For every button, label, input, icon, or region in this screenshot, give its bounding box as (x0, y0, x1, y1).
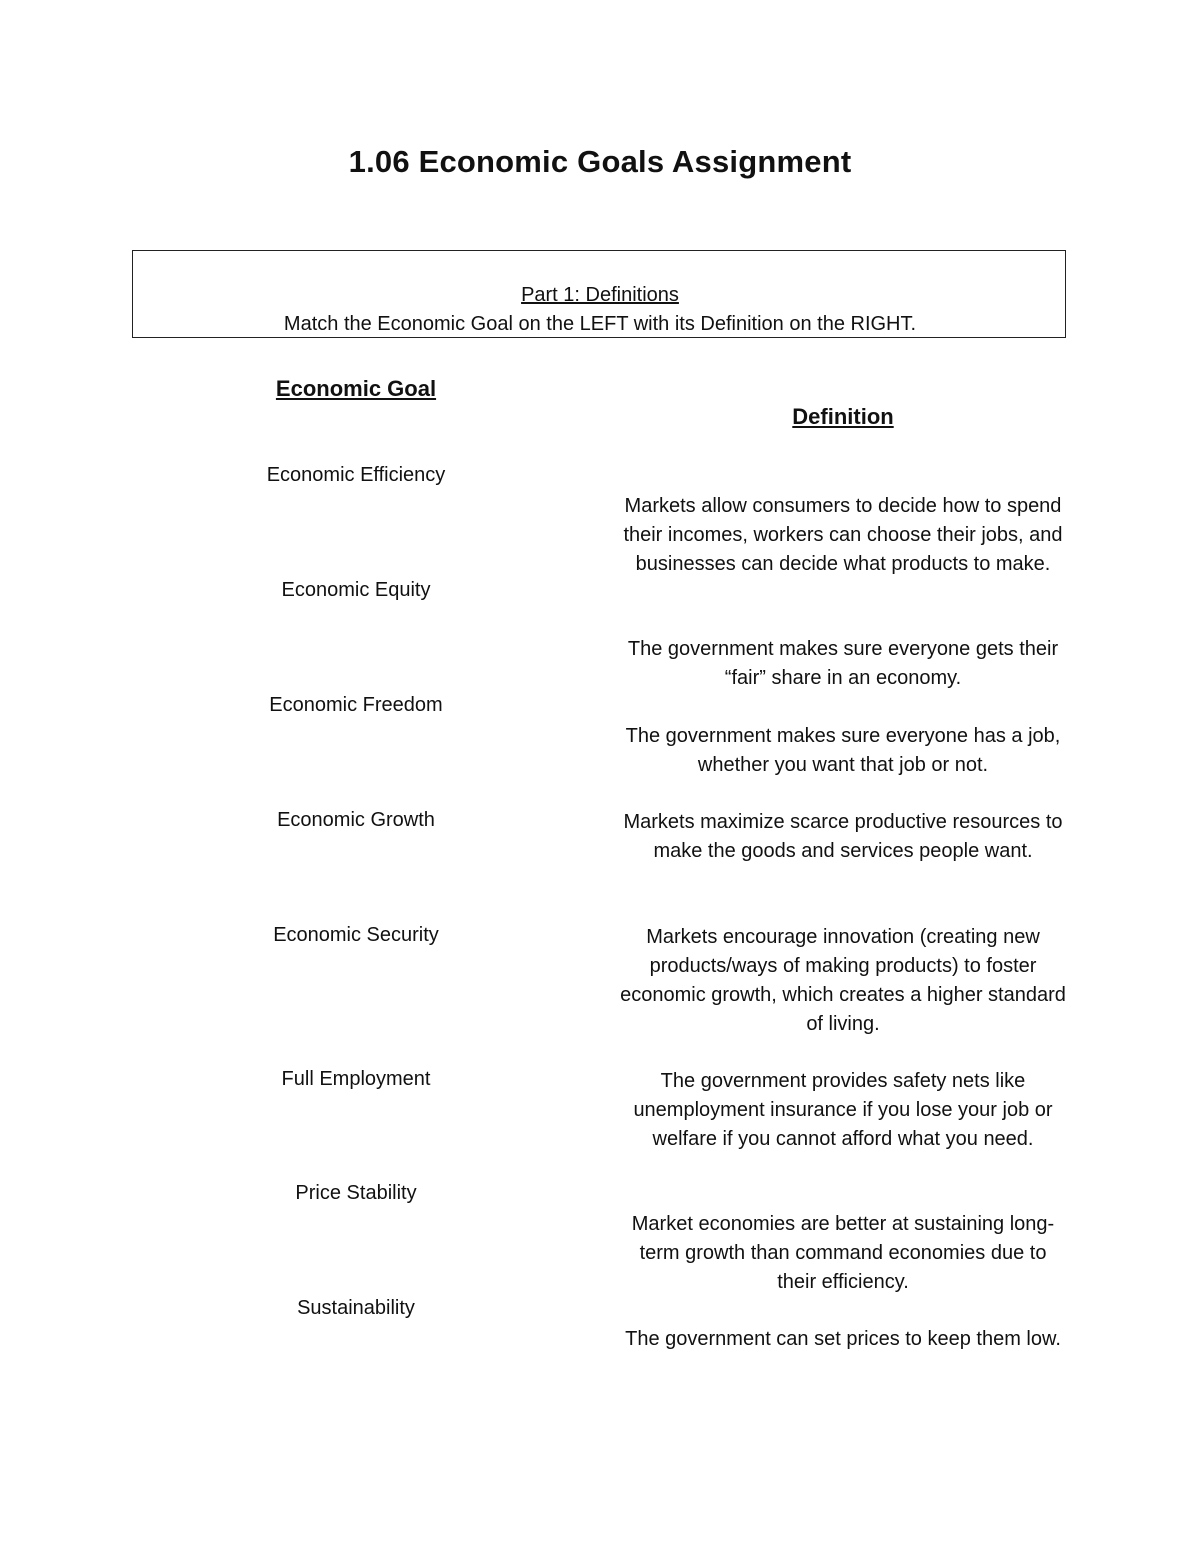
goal-item: Economic Efficiency (266, 464, 446, 486)
part-heading: Part 1: Definitions (521, 284, 679, 306)
goal-item: Price Stability (295, 1182, 417, 1204)
definition-item: The government provides safety nets like unemployment insurance if you lose your job or welfare if you cannot afford what you need. (633, 1070, 1053, 1150)
instructions-text: Match the Economic Goal on the LEFT with its Definition on the RIGHT. (283, 313, 917, 335)
goal-column-header: Economic Goal (275, 376, 437, 401)
definition-column-header: Definition (792, 404, 894, 429)
definition-item: The government can set prices to keep them low. (625, 1328, 1061, 1350)
definition-item: The government makes sure everyone gets their “fair” share in an economy. (627, 638, 1059, 689)
definition-item: Market economies are better at sustaining long-term growth than command economies due to their efficiency. (631, 1213, 1055, 1293)
goal-item: Economic Equity (281, 579, 431, 601)
goal-item: Economic Freedom (269, 694, 443, 716)
definition-item: Markets encourage innovation (creating new products/ways of making products) to foster economic growth, which creates a higher standard of living. (620, 926, 1066, 1035)
goal-item: Economic Growth (277, 809, 435, 831)
definition-item: Markets maximize scarce productive resources to make the goods and services people want. (623, 811, 1063, 862)
goal-item: Sustainability (297, 1297, 415, 1319)
definition-item: Markets allow consumers to decide how to spend their incomes, workers can choose their jobs, and businesses can decide what products to make. (623, 495, 1063, 575)
goal-item: Economic Security (273, 924, 439, 946)
page-title: 1.06 Economic Goals Assignment (348, 144, 852, 179)
goal-item: Full Employment (281, 1068, 431, 1090)
definition-item: The government makes sure everyone has a job, whether you want that job or not. (625, 725, 1061, 776)
